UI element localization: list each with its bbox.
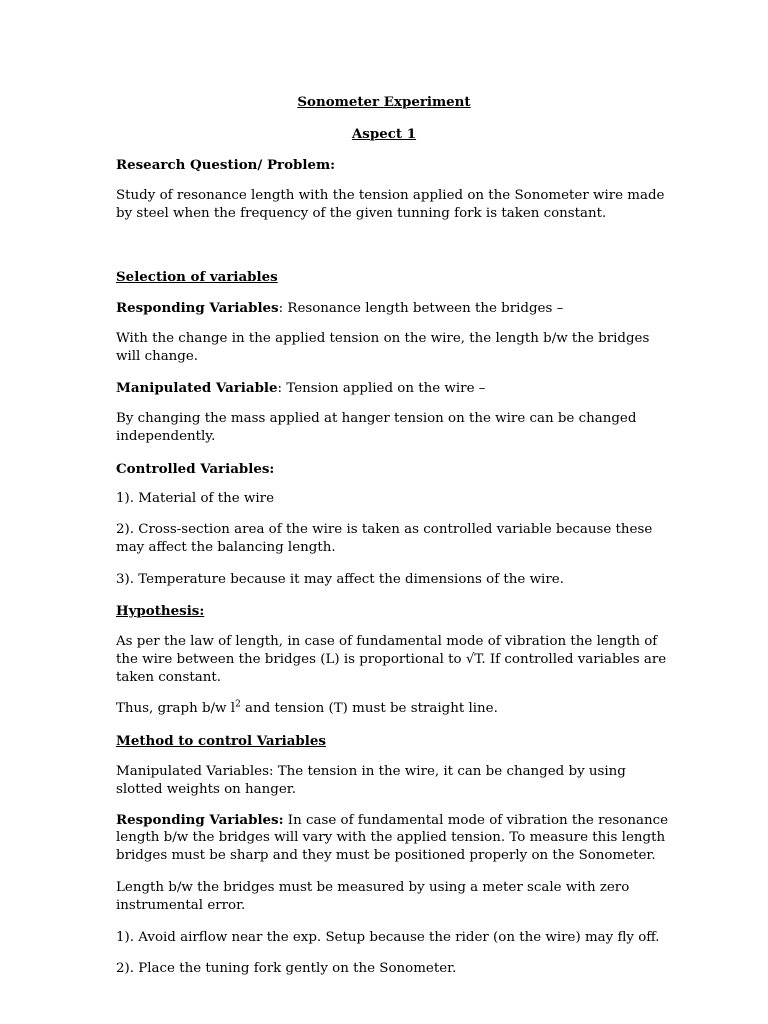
method-step: 2). Place the tuning fork gently on the Sonometer. — [116, 961, 457, 976]
manipulated-label: Manipulated Variable — [116, 380, 278, 396]
method-length-line: instrumental error. — [116, 898, 246, 913]
hypothesis-graph-line — [116, 700, 498, 718]
method-manipulated-line: slotted weights on hanger. — [116, 782, 296, 797]
controlled-item: 1). Material of the wire — [116, 491, 274, 506]
method-step: 1). Avoid airflow near the exp. Setup because the rider (on the wire) may fly off. — [116, 930, 660, 945]
responding-detail-line: will change. — [116, 349, 199, 364]
responding-detail-line: With the change in the applied tension on the wire, the length b/w the bridges — [116, 331, 650, 346]
method-responding-first: In case of fundamental mode of vibration the resonance — [283, 813, 668, 828]
hypothesis-text-line: the wire between the bridges (L) is proportional to √T. If controlled variables are — [116, 652, 667, 667]
manipulated-variable-line — [116, 379, 485, 398]
controlled-item: 2). Cross-section area of the wire is taken as controlled variable because these — [116, 522, 653, 537]
method-manipulated-line: Manipulated Variables: The tension in the wire, it can be changed by using — [116, 764, 626, 779]
manipulated-detail-line: By changing the mass applied at hanger tension on the wire can be changed — [116, 411, 637, 426]
selection-heading: Selection of variables — [116, 269, 278, 285]
method-heading: Method to control Variables — [116, 733, 326, 749]
method-responding-line — [116, 811, 668, 830]
manipulated-text: : Tension applied on the wire – — [277, 381, 486, 396]
method-responding-line: bridges must be sharp and they must be positioned properly on the Sonometer. — [116, 848, 656, 863]
method-responding-line: length b/w the bridges will vary with the applied tension. To measure this length — [116, 830, 666, 845]
research-text-line: Study of resonance length with the tension applied on the Sonometer wire made — [116, 188, 665, 203]
method-length-line: Length b/w the bridges must be measured by using a meter scale with zero — [116, 880, 630, 895]
controlled-item: 3). Temperature because it may affect the dimensions of the wire. — [116, 572, 564, 587]
graph-superscript: 2 — [235, 699, 241, 710]
graph-text-post: and tension (T) must be straight line. — [240, 701, 498, 716]
hypothesis-text-line: As per the law of length, in case of fundamental mode of vibration the length of — [116, 634, 658, 649]
research-heading: Research Question/ Problem: — [116, 157, 336, 173]
responding-label: Responding Variables — [116, 300, 279, 316]
aspect-heading: Aspect 1 — [351, 126, 417, 142]
manipulated-detail-line: independently. — [116, 429, 216, 444]
document-title: Sonometer Experiment — [297, 94, 471, 110]
research-text-line: by steel when the frequency of the given tunning fork is taken constant. — [116, 206, 607, 221]
responding-variables-line — [116, 299, 563, 318]
controlled-item-continued: may affect the balancing length. — [116, 540, 336, 555]
method-responding-label: Responding Variables: — [116, 812, 284, 828]
hypothesis-heading: Hypothesis: — [116, 603, 205, 619]
responding-text: : Resonance length between the bridges – — [278, 301, 564, 316]
hypothesis-text-line: taken constant. — [116, 670, 221, 685]
graph-text-pre: Thus, graph b/w l — [116, 701, 236, 716]
controlled-heading: Controlled Variables: — [116, 461, 275, 477]
